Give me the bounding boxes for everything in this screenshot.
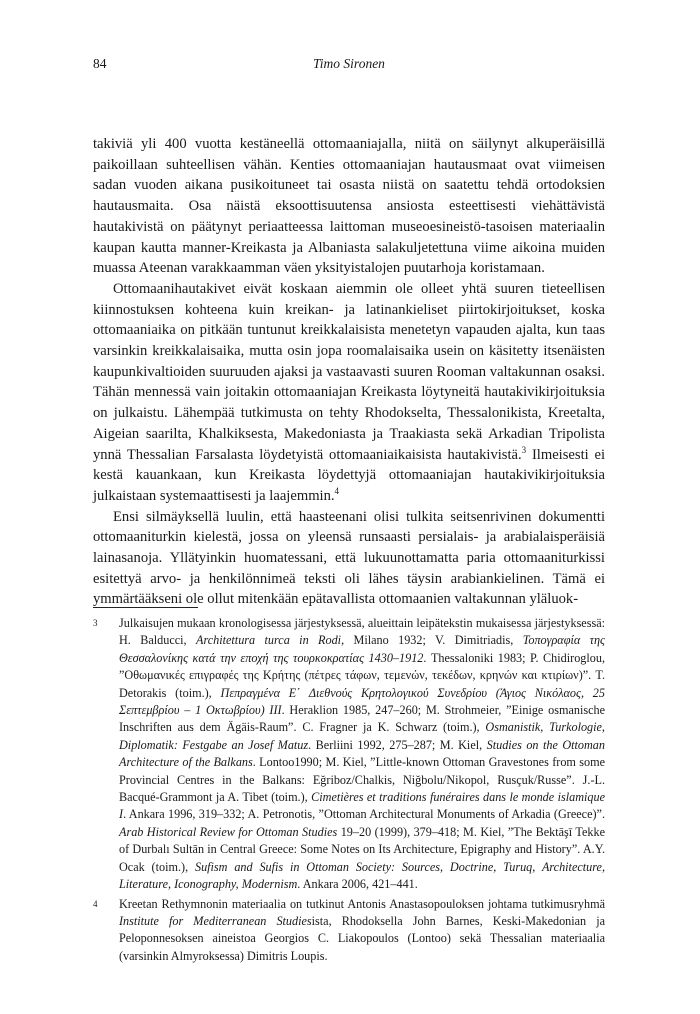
text-run: Ensi silmäyksellä luulin, että haasteenani olisi tulkita seitsenrivinen dokumentti ottomaaniturkin kielestä, jossa on yleensä runsaasti persialais- ja arabialaisperäisiä lainasanoja. Yllätyinkin huomatessani, että lukuunottamatta paria ottomaaniturkissi esitettyä arvo- ja henkilönnimeä teksti oli lähes täysin arabiankielinen. Tämä ei ymmärtääkseni ole ollut mitenkään epätavallista ottomaanien valtakunnan yläluok-: [93, 508, 605, 608]
italic-title: Architettura turca in Rodi: [196, 633, 342, 648]
body-paragraph: [93, 134, 605, 279]
text-run: 19–20 (1999), 379–418; M. Kiel, ”The Bektāşī Tekke of Durbalı Sultān in Central Greece: Some Notes on Its Architecture, Epigraphy and History”. A.Y. Ocak (toim.),: [119, 824, 606, 874]
footnotes: [93, 615, 605, 967]
text-run: Ottomaanihautakivet eivät koskaan aiemmin ole olleet yhtä suuren tieteellisen kiinnostuksen kohteena kuin kreikan- ja latinankieliset piirtokirjoitukset, koska ottomaaniaika on pitkään tuntunut kreikkalaisista menetetyn vapauden ajalta, kun taas varsinkin kreikkalaisaika, mutta osin jopa roomalaisaika usein on käsitetty itsenäisten kaupunkivaltioiden suuruuden ajaksi ja vastaavasti suuren Rooman valtakunnan osaksi. Tähän mennessä vain joitakin ottomaaniajan Kreikasta löytyneitä hautakivikirjoituksia on julkaistu. Lähempää tutkimusta on tehty Rhodokselta, Thessalonikista, Kreetalta, Aigeian saarilta, Khalkiksesta, Makedoniasta ja Traakiasta sekä Arkadian Tripolista ynnä Thessalian Farsalasta löydetyistä ottomaaniaikaisista hautakivistä.: [93, 280, 605, 463]
text-run: . Ankara 1996, 319–332; A. Petronotis, ”Ottoman Architectural Monuments of Arkadia (Greece)”.: [123, 807, 605, 822]
text-run: . Thessaloniki 1983; P. Chidiroglou, ”Οθωμανικές επιγραφές της Κρήτης (πέτρες τάφων, τεμενών, τεκέδων, κρηνών και κτιρίων)”. T. Detorakis (toim.),: [119, 650, 605, 700]
italic-title: Πεπραγμένα Ε΄ Διεθνούς Κρητολογικού Συνεδρίου (Άγιος Νικόλαος, 25 Σεπτεμβρίου – 1 Οκτωβρίου) ΙΙΙ: [119, 685, 605, 718]
body-paragraph: [93, 279, 605, 507]
footnote: [93, 615, 605, 894]
italic-title: Sufism and Sufis in Ottoman Society: Sources, Doctrine, Turuq, Architecture, Literature, Iconography, Modernism: [119, 859, 605, 892]
running-head: Timo Sironen: [313, 56, 385, 71]
footnote-ref: 3: [521, 444, 527, 455]
footnote-separator: [93, 607, 198, 608]
body-paragraph: [93, 507, 605, 611]
text-run: . Ankara 2006, 421–441.: [297, 877, 418, 892]
text-run: Kreetan Rethymnonin materiaalia on tutkinut Antonis Anastasopouloksen johtama tutkimusryhmä: [119, 896, 605, 911]
text-run: Ilmeisesti ei kestä kauankaan, kun Kreikasta löydettyjä ottomaaniajan hautakivikirjoituksia julkaistaan systemaattisesti ja laajemmin.: [93, 446, 605, 504]
text-run: . Lontoo1990; M. Kiel, ”Little-known Ottoman Gravestones from some Provincial Centres in the Balkans: Eğriboz/Chalkis, Niğbolu/Nikopol, Rusçuk/Russe”. J.-L. Bacqué-Grammont ja A. Tibet (toim.),: [119, 755, 605, 805]
footnote-ref: 4: [334, 486, 340, 497]
text-run: , Milano 1932; V. Dimitriadis,: [341, 633, 523, 648]
footnote-number: 3: [93, 618, 98, 628]
footnote-number: 4: [93, 898, 98, 909]
text-run: Julkaisujen mukaan kronologisessa järjestyksessä, alueittain leipätekstin mukaisessa järjestyksessä: H. Balducci,: [119, 616, 605, 648]
italic-title: Osmanistik, Turkologie, Diplomatik: Festgabe an Josef Matuz: [119, 720, 605, 752]
footnote: [93, 896, 605, 966]
italic-title: Cimetières et traditions funéraires dans le monde islamique I: [119, 790, 605, 822]
italic-title: Τοπογραφία της Θεσσαλονίκης κατά την εποχή της τουρκοκρατίας 1430–1912: [119, 633, 605, 665]
text-run: ista, Rhodoksella John Barnes, Keski-Makedonian ja Peloponnesoksen aineistoa Georgios C. Liakopoulos (Lontoo) sekä Thessalian materiaalia (varsinkin Almyroksessa) Dimitris Loupis.: [119, 913, 605, 963]
italic-title: Arab Historical Review for Ottoman Studies: [119, 824, 338, 839]
italic-title: Studies on the Ottoman Architecture of the Balkans: [119, 737, 605, 770]
text-run: takiviä yli 400 vuotta kestäneellä ottomaaniajalla, niitä on säilynyt alkuperäisillä paikoillaan suhteellisen vähän. Kenties ottomaaniajan hautausmaat ovat viimeisen sadan vuoden aikana pusikoituneet tai osasta niistä on saatettu tehdä ortodoksien hautausmaita. Osa näistä eksoottisuutensa ansiosta esteettisesti viehättävistä hautakivistä on päätynyt periaatteessa laittoman museoesineistö-tasoisen materiaalin kaupan kautta manner-Kreikasta ja Albaniasta salakuljetettuna viime aikoina muiden muassa Ateenan varakkaamman väen yksityistalojen puutarhoja koristamaan.: [93, 136, 605, 277]
page-number: 84: [93, 56, 107, 71]
body-text: [93, 134, 605, 610]
text-run: . Berliini 1992, 275–287; M. Kiel,: [308, 737, 487, 752]
page-header: [93, 56, 605, 76]
text-run: . Heraklion 1985, 247–260; M. Strohmeier, ”Einige osmanische Inschriften aus dem Ägäis-Raum”. C. Fragner ja K. Schwarz (toim.),: [119, 703, 605, 735]
italic-title: Institute for Mediterranean Studies: [119, 913, 312, 928]
